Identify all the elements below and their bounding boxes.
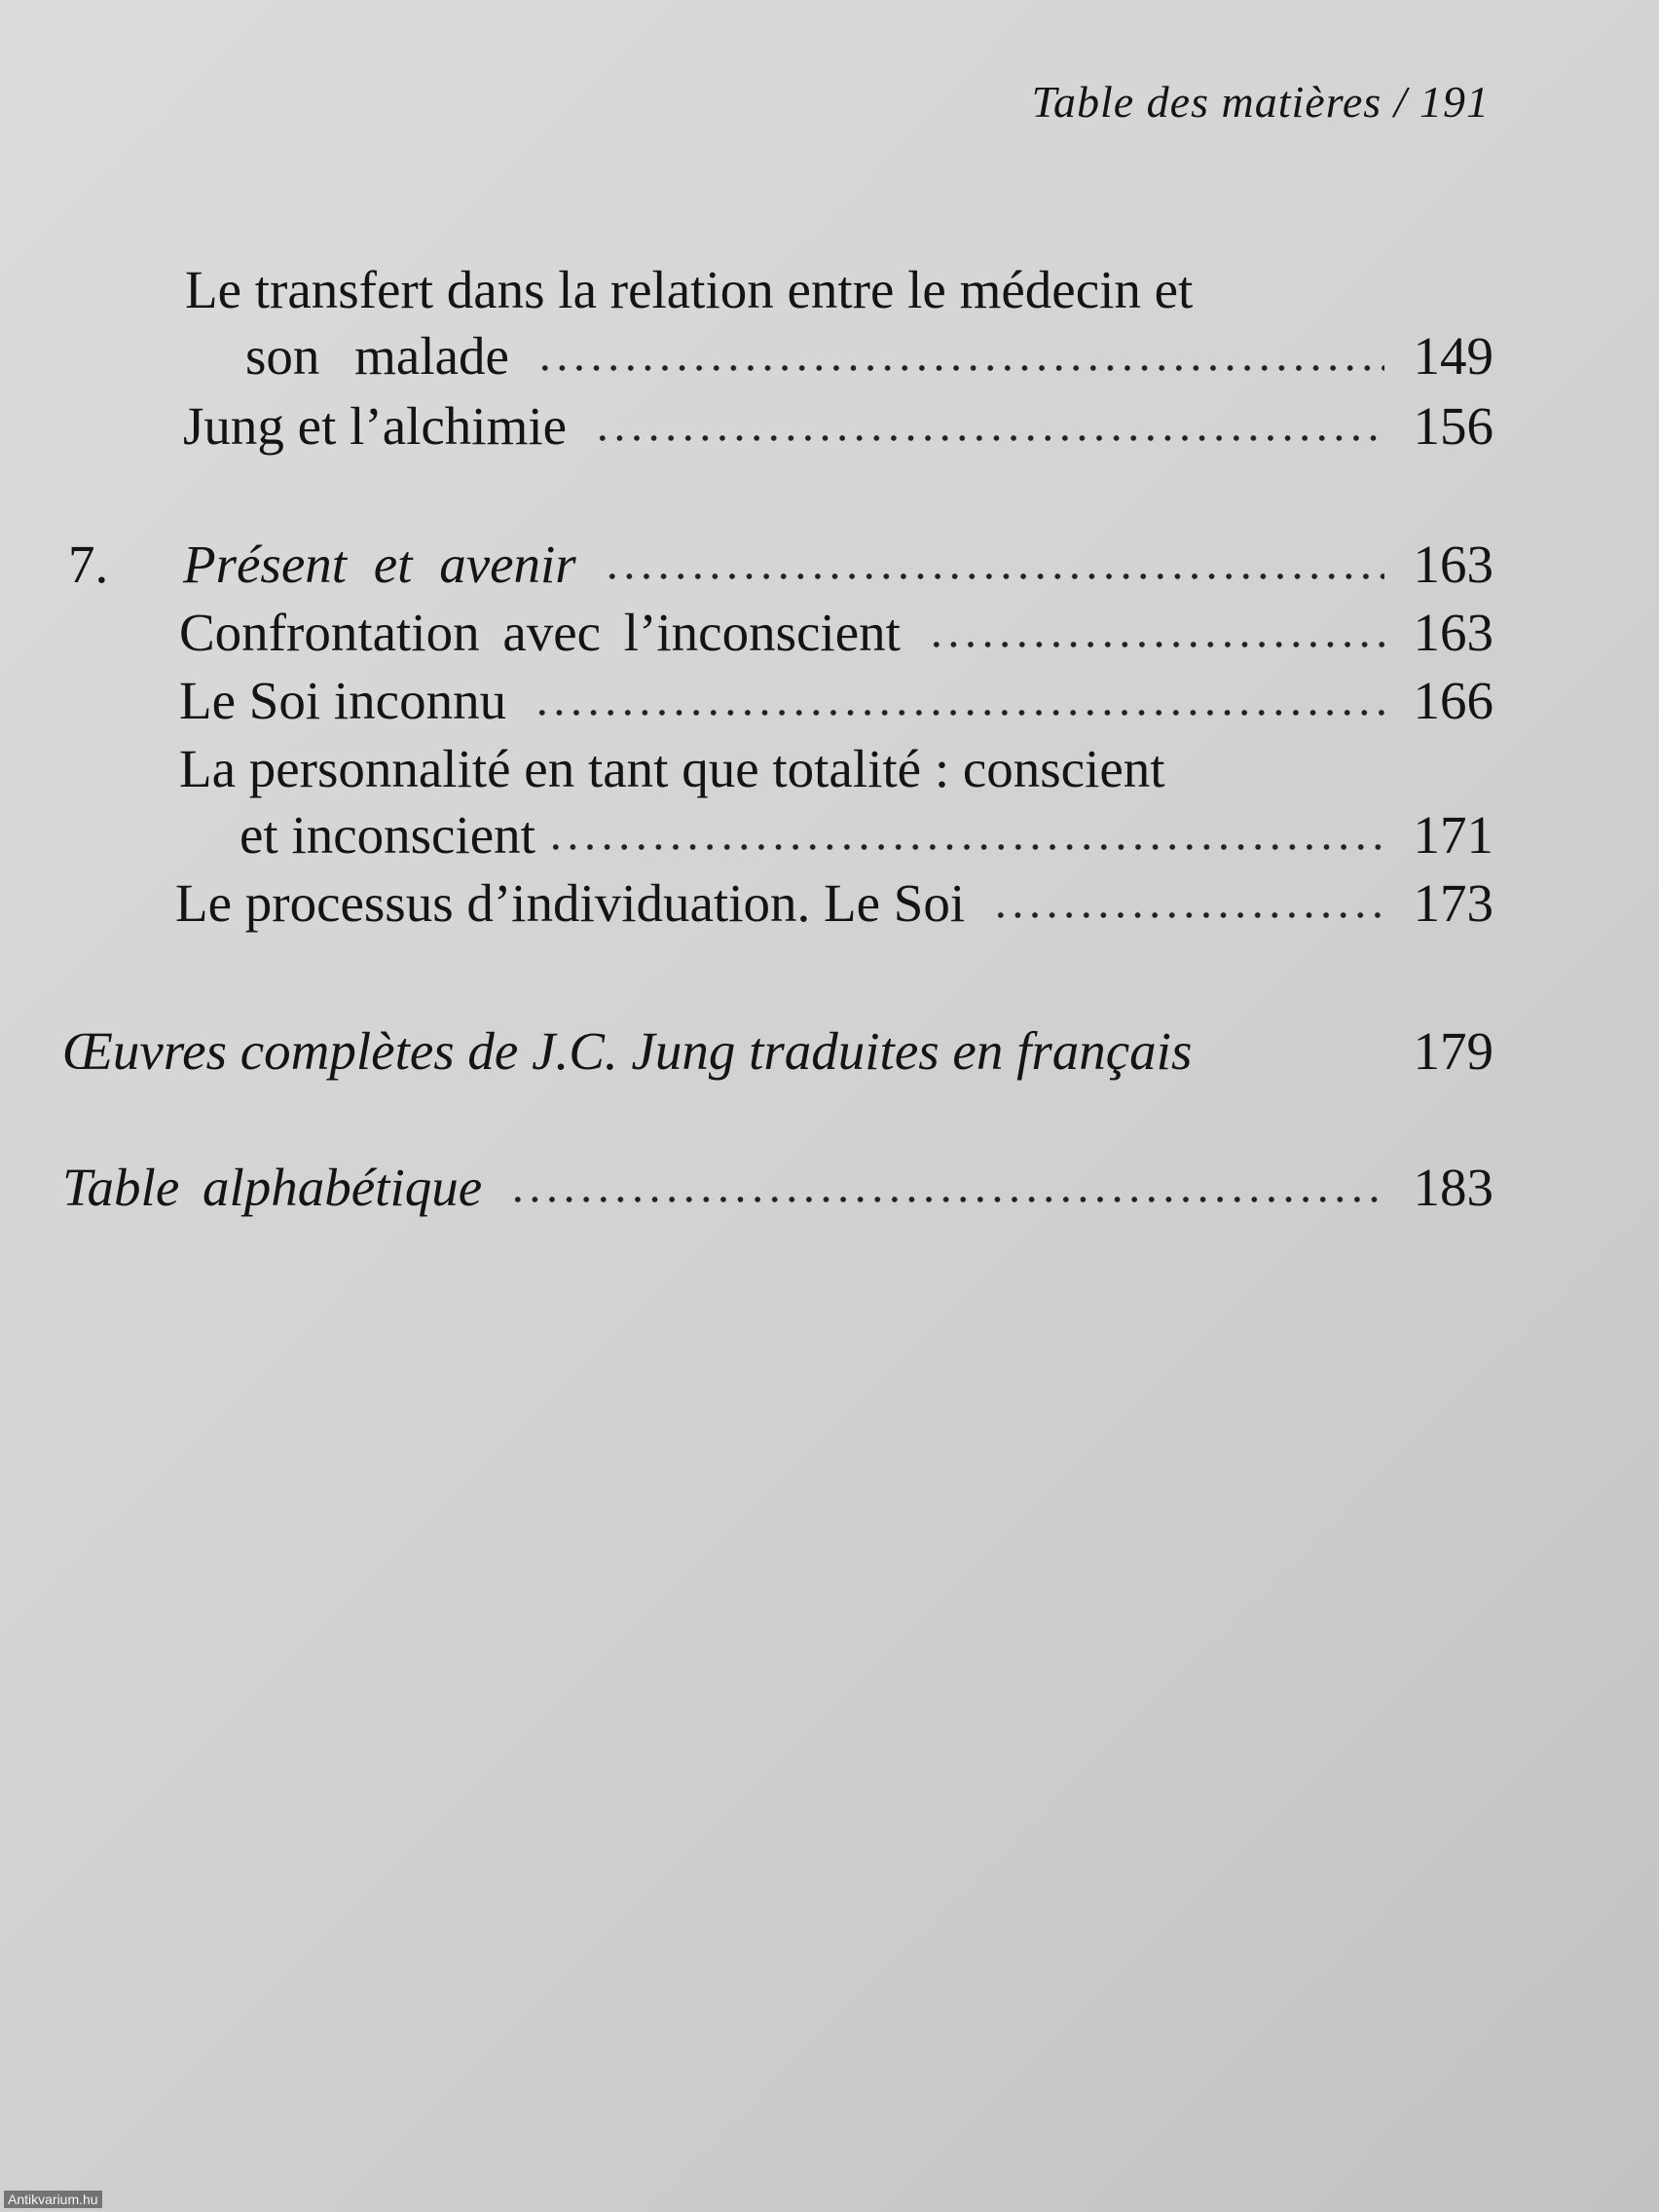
toc-entry-line1 — [185, 260, 1194, 319]
toc-entry-label: Le transfert dans la relation entre le médecin et — [185, 260, 1194, 319]
toc-entry-line — [183, 396, 1493, 456]
toc-page-number: 156 — [1413, 396, 1493, 456]
toc-page-number: 163 — [1413, 603, 1493, 662]
chapter-title: Présent et avenir — [183, 535, 576, 594]
toc-entry-label: La personnalité en tant que totalité : conscient — [179, 739, 1165, 798]
toc-entry-line — [175, 873, 1493, 933]
toc-entry-line2 — [240, 805, 1493, 865]
leader-dots — [509, 1195, 1384, 1204]
leader-dots — [928, 640, 1384, 649]
toc-entry-label: Confrontation avec l’inconscient — [179, 603, 901, 662]
watermark: Antikvarium.hu — [4, 2191, 102, 2208]
leader-dots — [547, 842, 1384, 852]
toc-entry-label: et inconscient — [240, 805, 535, 865]
leader-dots — [534, 708, 1384, 718]
running-header: Table des matières / 191 — [1031, 77, 1490, 127]
toc-entry-label: son malade — [245, 326, 509, 386]
chapter-number: 7. — [68, 535, 109, 594]
toc-entry-label: Table alphabétique — [62, 1158, 483, 1217]
toc-entry-line2 — [245, 326, 1493, 386]
toc-entry-line — [62, 1158, 1493, 1217]
toc-entry-line — [179, 671, 1493, 730]
toc-entry-label: Œuvres complètes de J.C. Jung traduites en français — [62, 1021, 1193, 1081]
leader-dots — [536, 363, 1384, 373]
toc-page-number: 171 — [1413, 805, 1493, 865]
toc-page-number: 163 — [1413, 535, 1493, 594]
toc-entry-label: Jung et l’alchimie — [183, 396, 568, 456]
toc-entry-label: Le processus d’individuation. Le Soi — [175, 873, 966, 933]
toc-page-number: 183 — [1413, 1158, 1493, 1217]
leader-dots — [604, 571, 1384, 581]
toc-entry-line1 — [179, 739, 1165, 798]
toc-page-number: 166 — [1413, 671, 1493, 730]
toc-page-number: 149 — [1413, 326, 1493, 386]
toc-entry-line — [179, 603, 1493, 662]
toc-entry-line — [62, 1021, 1493, 1081]
leader-dots — [992, 910, 1384, 920]
toc-page-number: 179 — [1413, 1021, 1493, 1081]
toc-page-number: 173 — [1413, 873, 1493, 933]
toc-entry-label: Le Soi inconnu — [179, 671, 507, 730]
leader-dots — [594, 433, 1384, 443]
toc-entry-line — [183, 535, 1493, 594]
